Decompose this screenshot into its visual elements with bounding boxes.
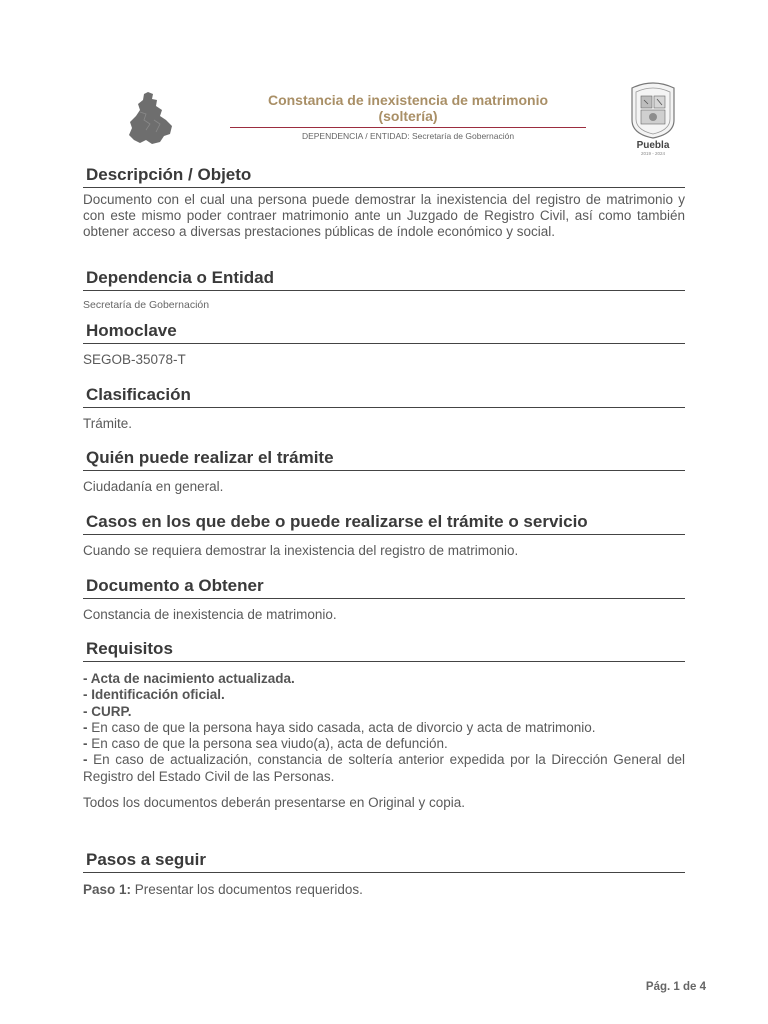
seal-icon	[626, 80, 680, 140]
step-text: Presentar los documentos requeridos.	[131, 882, 363, 897]
section-title: Clasificación	[83, 384, 685, 408]
list-item: - En caso de actualización, constancia de soltería anterior expedida por la Dirección General del Registro del Estado Civil de las Personas.	[83, 752, 685, 784]
requirements-list	[83, 671, 685, 785]
seal-years: 2019 - 2024	[640, 151, 666, 156]
section-title: Requisitos	[83, 638, 685, 662]
section-text: Secretaría de Gobernación	[83, 299, 210, 311]
list-item: - Identificación oficial.	[83, 687, 225, 703]
page-number: Pág. 1 de 4	[645, 981, 706, 993]
list-item: - En caso de que la persona sea viudo(a), acta de defunción.	[83, 736, 448, 752]
seal-caption: Puebla	[636, 140, 670, 151]
puebla-map-icon	[126, 90, 174, 146]
list-item: - Acta de nacimiento actualizada.	[83, 671, 295, 686]
section-title: Descripción / Objeto	[83, 164, 685, 188]
step-label: Paso 1:	[83, 882, 132, 897]
step-item	[83, 882, 685, 898]
requirements-note: Todos los documentos deberán presentarse en Original y copia.	[83, 795, 465, 811]
header-dependency: DEPENDENCIA / ENTIDAD: Secretaría de Gobernación	[301, 131, 515, 141]
document-title	[230, 92, 586, 124]
section-text: Constancia de inexistencia de matrimonio.	[83, 607, 337, 622]
section-title: Casos en los que debe o puede realizarse el trámite o servicio	[83, 511, 685, 535]
section-dependencia	[83, 267, 685, 313]
section-text: Trámite.	[83, 416, 133, 431]
document-title-line1: Constancia de inexistencia de matrimonio	[267, 92, 549, 108]
section-title: Dependencia o Entidad	[83, 267, 685, 291]
section-documento	[83, 575, 685, 623]
section-title: Pasos a seguir	[83, 849, 685, 873]
section-title: Documento a Obtener	[83, 575, 685, 599]
section-homoclave	[83, 320, 685, 368]
section-quien	[83, 447, 685, 495]
section-title: Homoclave	[83, 320, 685, 344]
section-text: Ciudadanía en general.	[83, 479, 224, 494]
puebla-seal	[626, 80, 680, 156]
section-text: Cuando se requiera demostrar la inexistencia del registro de matrimonio.	[83, 543, 519, 558]
header-divider	[230, 127, 586, 128]
document-title-line2: (soltería)	[378, 108, 438, 124]
section-descripcion	[83, 164, 685, 240]
section-requisitos	[83, 638, 685, 811]
list-item: - CURP.	[83, 703, 132, 719]
list-item: - En caso de que la persona haya sido casada, acta de divorcio y acta de matrimonio.	[83, 719, 596, 735]
section-casos	[83, 511, 685, 559]
section-clasificacion	[83, 384, 685, 432]
page-header	[0, 0, 768, 160]
section-text: SEGOB-35078-T	[83, 352, 186, 367]
section-pasos	[83, 849, 685, 898]
section-text: Documento con el cual una persona puede demostrar la inexistencia del registro de matrimonio y con este mismo poder contraer matrimonio ante un Juzgado de Registro Civil, así como también obtener acceso a diversas prestaciones públicas de índole económico y social.	[83, 192, 685, 239]
section-title: Quién puede realizar el trámite	[83, 447, 685, 471]
